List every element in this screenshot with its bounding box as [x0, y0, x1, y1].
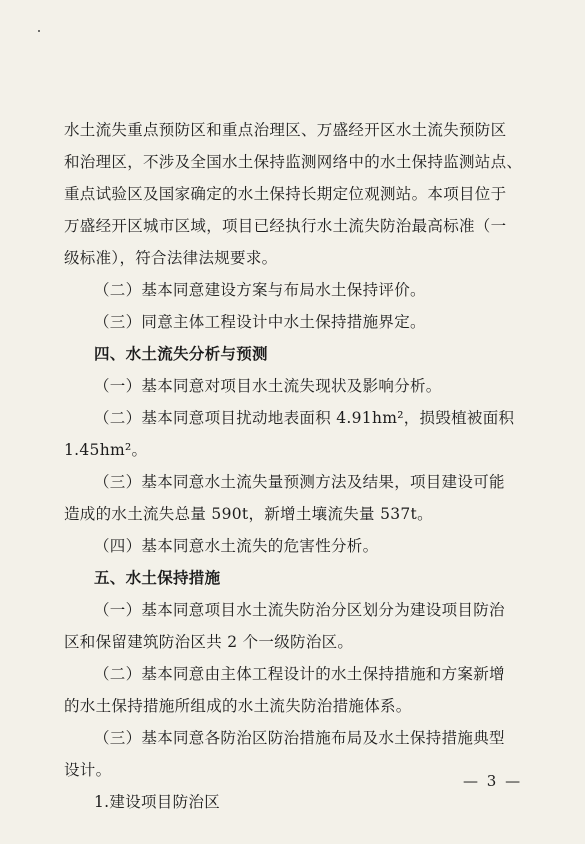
paragraph-line: （二）基本同意由主体工程设计的水土保持措施和方案新增	[94, 665, 505, 683]
body-text	[64, 114, 524, 818]
paragraph-line: 重点试验区及国家确定的水土保持长期定位观测站。本项目位于	[64, 185, 507, 203]
paragraph-line: 万盛经开区城市区域，项目已经执行水土流失防治最高标准（一	[64, 217, 507, 235]
paragraph-line: 1.建设项目防治区	[94, 793, 220, 811]
page-number: — 3 —	[463, 772, 523, 790]
paragraph-line: （三）同意主体工程设计中水土保持措施界定。	[94, 313, 426, 331]
paragraph-line: （一）基本同意项目水土流失防治分区划分为建设项目防治	[94, 601, 505, 619]
section-heading: 四、水土流失分析与预测	[94, 345, 268, 363]
paragraph-line: 造成的水土流失总量 590t，新增土壤流失量 537t。	[64, 505, 433, 523]
scan-speck	[38, 30, 40, 32]
paragraph-line: （二）基本同意建设方案与布局水土保持评价。	[94, 281, 426, 299]
paragraph-line: （一）基本同意对项目水土流失现状及影响分析。	[94, 377, 442, 395]
paragraph-line: 设计。	[64, 761, 112, 779]
paragraph-line: （三）基本同意水土流失量预测方法及结果，项目建设可能	[94, 473, 505, 491]
paragraph-line: 1.45hm²。	[64, 441, 148, 459]
paragraph-line: 和治理区，不涉及全国水土保持监测网络中的水土保持监测站点、	[64, 153, 523, 171]
paragraph-line: 水土流失重点预防区和重点治理区、万盛经开区水土流失预防区	[64, 121, 507, 139]
paragraph-line: （四）基本同意水土流失的危害性分析。	[94, 537, 379, 555]
section-heading: 五、水土保持措施	[94, 569, 221, 587]
paragraph-line: （三）基本同意各防治区防治措施布局及水土保持措施典型	[94, 729, 505, 747]
paragraph-line: （二）基本同意项目扰动地表面积 4.91hm²，损毁植被面积	[94, 409, 515, 427]
paragraph-line: 的水土保持措施所组成的水土流失防治措施体系。	[64, 697, 412, 715]
paragraph-line: 区和保留建筑防治区共 2 个一级防治区。	[64, 633, 354, 651]
paragraph-line: 级标准），符合法律法规要求。	[64, 249, 278, 267]
